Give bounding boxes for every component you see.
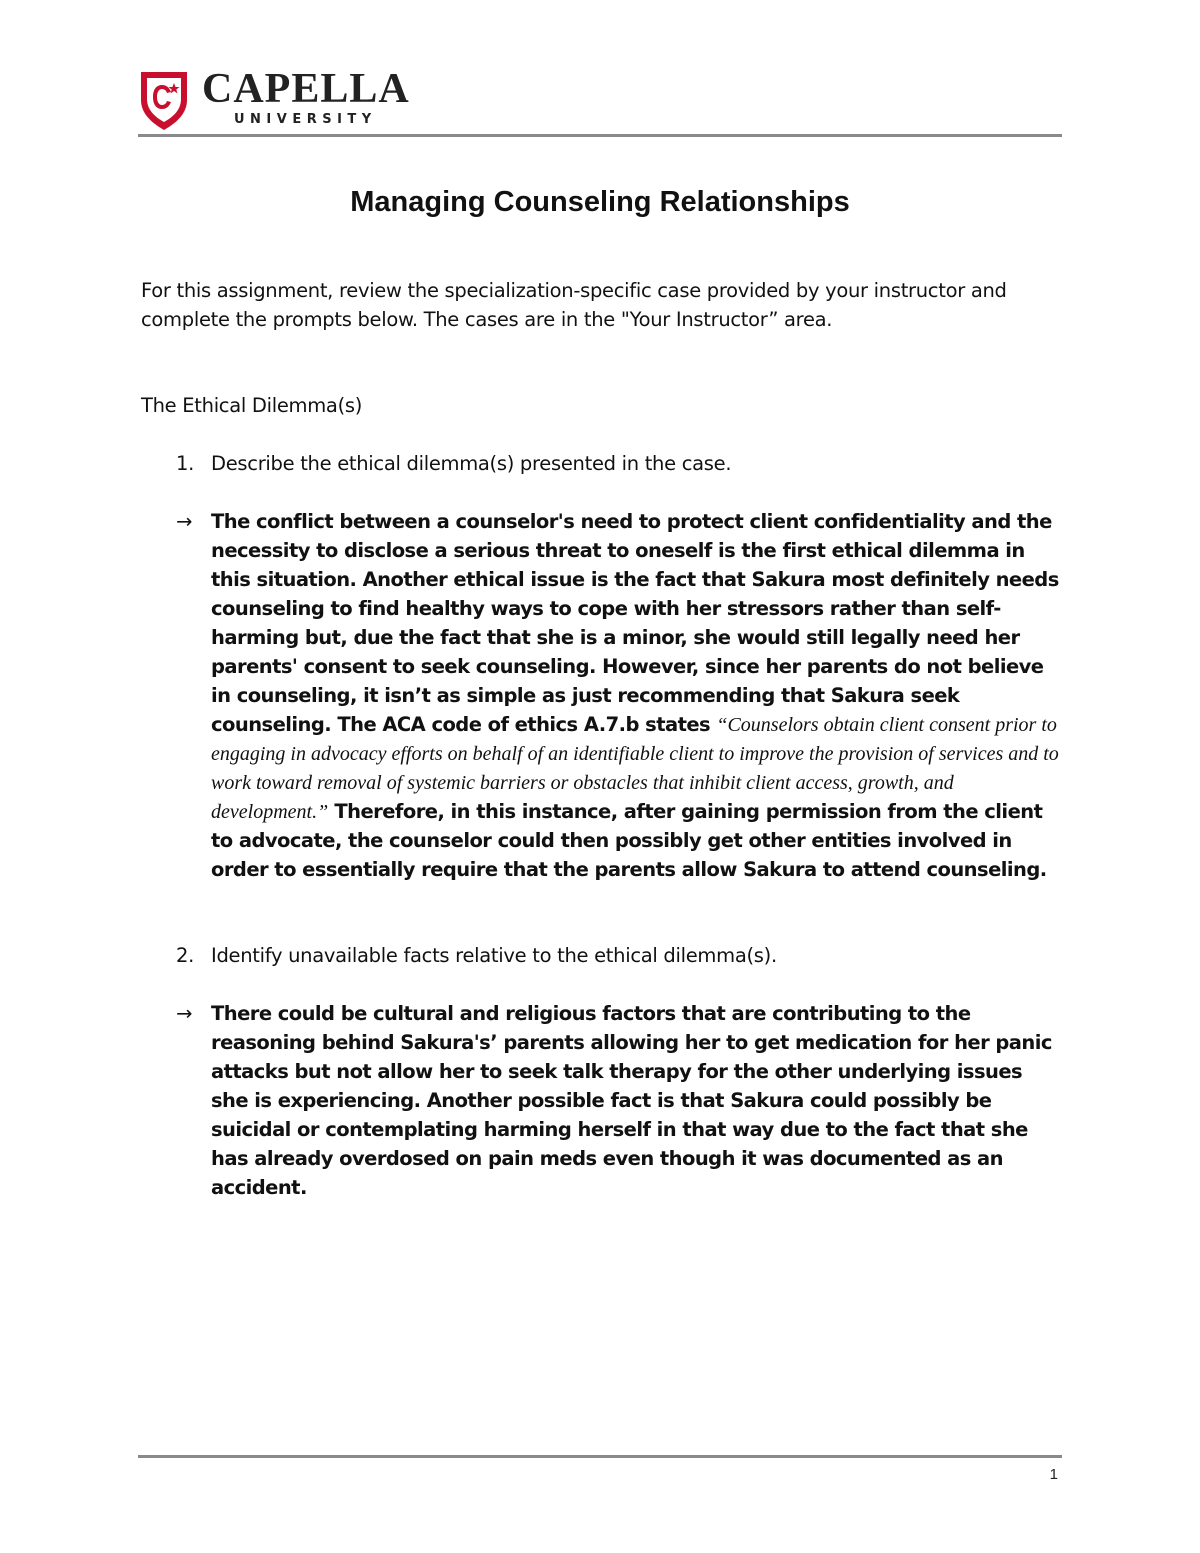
- logo-wordmark: CAPELLA: [202, 66, 410, 112]
- page-title: Managing Counseling Relationships: [350, 186, 850, 218]
- question-number: 2.: [176, 944, 195, 967]
- capella-shield-icon: [138, 68, 190, 132]
- answer-text-part1: The conflict between a counselor's need to protect client confidentiality and the necessity to disclose a serious threat to oneself is the first ethical dilemma in this situation. Another ethical issue is the fact that Sakura most definitely needs counseling to find healthy ways to cope with her stressors rather than self-harming but, due the fact that she is a minor, she would still legally need her parents' consent to seek counseling. However, since her parents do not believe in counseling, it isn’t as simple as just recommending that Sakura seek counseling. The ACA code of ethics A.7.b states: [211, 510, 1059, 736]
- page-number: 1: [1049, 1466, 1058, 1483]
- section-heading: The Ethical Dilemma(s): [141, 394, 363, 417]
- document-body: [141, 276, 1061, 1202]
- question-prompt: Identify unavailable facts relative to the ethical dilemma(s).: [211, 944, 777, 967]
- right-arrow-icon: →: [176, 510, 192, 533]
- capella-logo: [138, 68, 428, 132]
- answer-text-part2: Therefore, in this instance, after gaining permission from the client to advocate, the counselor could then possibly get other entities involved in order to essentially require that the parents allow Sakura to attend counseling.: [211, 800, 1047, 881]
- right-arrow-icon: →: [176, 1002, 192, 1025]
- header-rule: [138, 134, 1062, 137]
- aca-code-quote: “Counselors obtain client consent prior to engaging in advocacy efforts on behalf of an identifiable client to improve the provision of services and to work toward removal of systemic barriers or obstacles that inhibit client access, growth, and development.”: [211, 714, 1059, 823]
- logo-subtitle: UNIVERSITY: [234, 112, 377, 127]
- intro-paragraph: For this assignment, review the specialization-specific case provided by your instructor and complete the prompts below. The cases are in the "Your Instructor” area.: [141, 279, 1007, 331]
- question-2: [141, 941, 1061, 970]
- answer-2: [141, 999, 1061, 1202]
- question-prompt: Describe the ethical dilemma(s) presented in the case.: [211, 452, 732, 475]
- footer-rule: [138, 1455, 1062, 1458]
- answer-1: [141, 507, 1061, 884]
- answer-text: There could be cultural and religious factors that are contributing to the reasoning behind Sakura's’ parents allowing her to get medication for her panic attacks but not allow her to seek talk therapy for the other underlying issues she is experiencing. Another possible fact is that Sakura could possibly be suicidal or contemplating harming herself in that way due to the fact that she has already overdosed on pain meds even though it was documented as an accident.: [211, 1002, 1052, 1199]
- question-number: 1.: [176, 452, 195, 475]
- question-1: [141, 449, 1061, 478]
